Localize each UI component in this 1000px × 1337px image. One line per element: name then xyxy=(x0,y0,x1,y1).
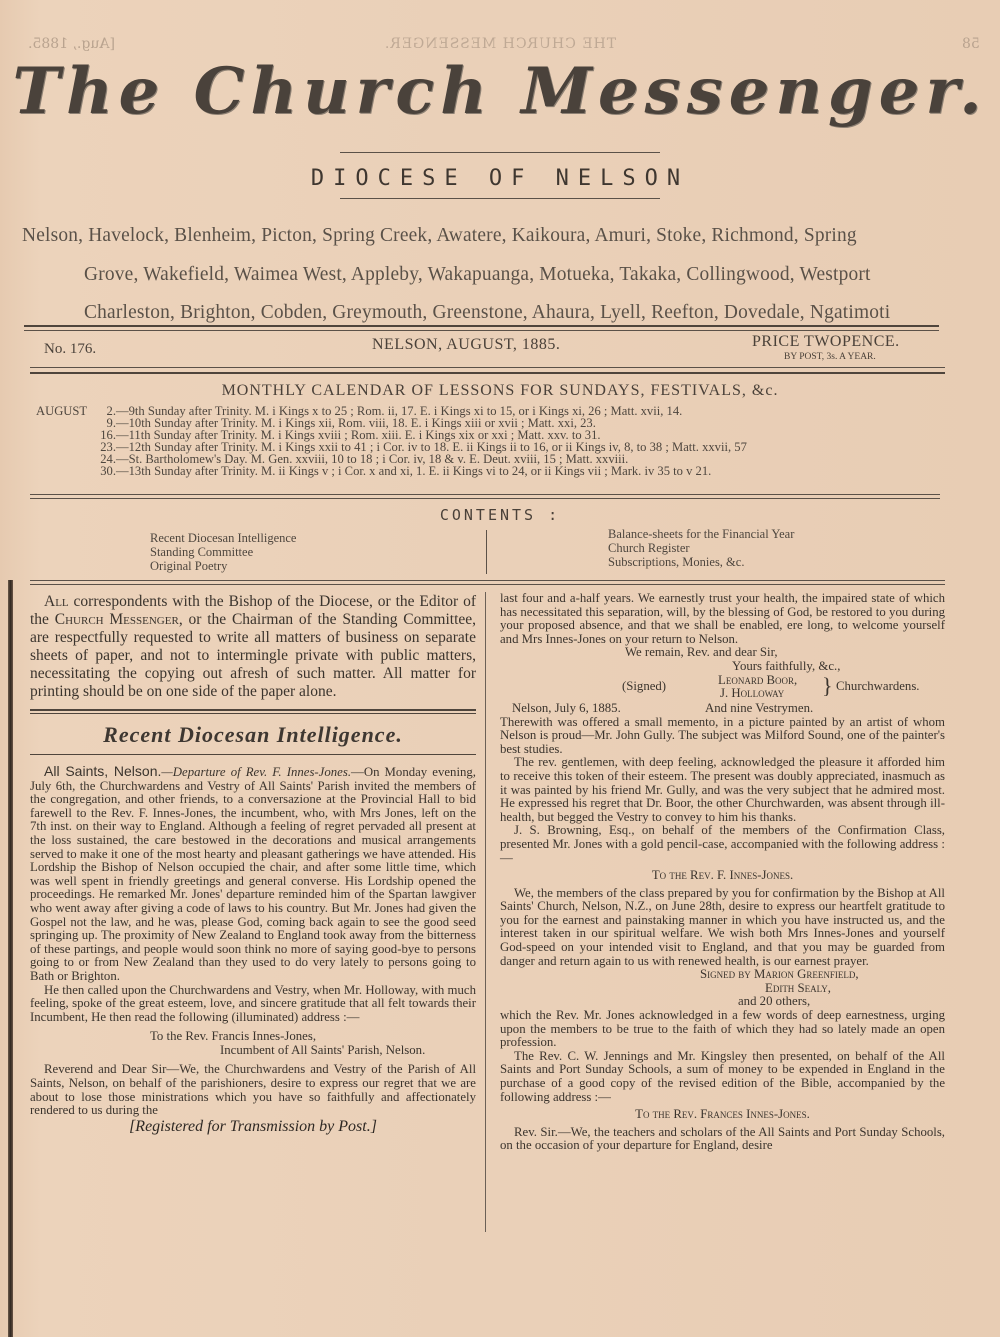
article-paragraph: last four and a-half years. We earnestly trust your health, the impaired state of which has necessitated this separation, will, by the blessing of God, be restored to you during your proposed absence, and that we shall be enabled, ere long, to welcome yourself and Mrs Innes-Jones on your return to Nelson. xyxy=(500,591,945,646)
place-date: NELSON, AUGUST, 1885. xyxy=(372,336,561,353)
letter-closing: We remain, Rev. and dear Sir, xyxy=(625,645,778,660)
contents-item: Balance-sheets for the Financial Year xyxy=(608,527,795,541)
article-subtitle: —Departure of Rev. F. Innes-Jones. xyxy=(161,765,352,779)
contents-left-list xyxy=(150,531,296,573)
article-paragraph: All Saints, Nelson.—Departure of Rev. F. Innes-Jones.—On Monday evening, July 6th, the Churchwardens and Vestry of All Saints' Parish invited the members of the congregation, and other friends, to a conversazione at the Provincial Hall to bid farewell to the Rev. F. Innes-Jones, the incumbent, who, with Mrs Jones, left on the 7th inst. on their way to England. Although a feeling of regret pervaded all present at the loss sustained, the care bestowed in the decorations and musical arrangements served to make it one of the most hearty and pleasant gatherings we have attended. His Lordship the Bishop of Nelson occupied the chair, and after some little time, which was well spent in friendly greetings and general converse. His Lordship opened the proceedings. He remarked Mr. Jones' departure reminded him of the Spartan lawgiver who went away after giving a code of laws to his country. But Mr. Jones had given the Gospel not the law, and he was, please God, coming back again to see the good seed springing up. The proximity of New Zealand to England took away from the bitterness of these partings, and people would soon think no more of saying good-bye to persons going to or from New Zealand than they used to do very lately to persons going to Bath or Brighton. xyxy=(30,763,477,983)
contents-item: Church Register xyxy=(608,541,690,555)
calendar-month: AUGUST xyxy=(36,404,88,418)
bleed-through-date: [Aug., 1885. xyxy=(28,36,115,52)
masthead-rule xyxy=(340,152,660,153)
address-recipient: To the Rev. Francis Innes-Jones, xyxy=(150,1029,317,1044)
article-paragraph: Rev. Sir.—We, the teachers and scholars of the All Saints and Port Sunday Schools, on the occasion of your departure for England, desire xyxy=(500,1124,945,1153)
address-recipient-title: Incumbent of All Saints' Parish, Nelson. xyxy=(220,1042,426,1057)
post-price: BY POST, 3s. A YEAR. xyxy=(784,352,876,362)
article-paragraph: We, the members of the class prepared by you for confirmation by the Bishop at All Saints' Church, Nelson, N.Z., on June 28th, desire to express our heartfelt gratitude to you for the earnest and painstaking manner in which you have instructed us, and the interest taken in our spiritual welfare. We wish both Mrs Innes-Jones and yourself God-speed on your intended visit to England, and that you may be guarded from danger and return again to us with renewed health, is our earnest prayer. xyxy=(500,885,945,968)
bleed-through-title: THE CHURCH MESSENGER. xyxy=(383,36,617,52)
section-rule-bottom xyxy=(30,754,476,755)
correspondence-notice: All correspondents with the Bishop of the Diocese, or the Editor of the Church Messenger, or the Chairman of the Standing Committee, are respectfully requested to write all matters of business on separate sheets of paper, and not to intermingle private with public matters, necessitating the copying out afresh of such matter. All matter for printing should be on one side of the paper alone. xyxy=(30,593,477,700)
contents-title: CONTENTS : xyxy=(439,506,561,524)
diocese-rule xyxy=(340,198,660,199)
contents-item: Subscriptions, Monies, &c. xyxy=(608,555,745,569)
parish-list-line-2: Grove, Wakefield, Waimea West, Appleby, Wakapuanga, Motueka, Takaka, Collingwood, Westport xyxy=(84,263,871,285)
others: and 20 others, xyxy=(738,994,811,1009)
address-recipient: To the Rev. Frances Innes-Jones. xyxy=(635,1107,810,1122)
signed-label: (Signed) xyxy=(622,678,667,693)
article-paragraph: The rev. gentlemen, with deep feeling, acknowledged the pleasure it afforded him to receive this token of their esteem. The present was doubly appreciated, inasmuch as it was painted by his friend Mr. Gully, and was the very subject that he admired most. He expressed his regret that Dr. Boor, the other Churchwarden, was absent through ill-health, but begged the Vestry to convey to him his thanks. xyxy=(500,755,945,824)
diocese-subtitle: DIOCESE OF NELSON xyxy=(310,166,690,191)
signer: Edith Sealy, xyxy=(765,980,831,995)
article-paragraph: He then called upon the Churchwardens and Vestry, when Mr. Holloway, with much feeling, spoke of the great esteem, love, and sincere gratitude that all felt towards their Incumbent, He then read the following (illuminated) address :— xyxy=(30,982,476,1024)
dateline-row xyxy=(500,702,945,716)
meta-rule-top xyxy=(30,367,945,368)
dateline: Nelson, July 6, 1885. xyxy=(512,700,621,715)
signer: J. Holloway xyxy=(720,685,785,700)
calendar-row: AUGUST 2.—9th Sunday after Trinity. M. i Kings x to 25 ; Rom. ii, 17. E. i Kings xi to 15, or i Kings xi, 26 ; Matt. xvii, 14. xyxy=(36,404,683,418)
contents-item: Original Poetry xyxy=(150,559,228,573)
masthead-title: The Church Messenger. xyxy=(12,54,988,129)
signer-role: Churchwardens. xyxy=(836,678,920,693)
contents-rule-bottom xyxy=(30,584,945,585)
price: PRICE TWOPENCE. xyxy=(752,333,900,350)
calendar-rule-top xyxy=(30,494,940,495)
masthead-double-rule-bottom xyxy=(24,330,939,331)
contents-divider xyxy=(486,530,487,574)
contents-item: Recent Diocesan Intelligence xyxy=(150,531,297,545)
article-paragraph: which the Rev. Mr. Jones acknowledged in a few words of deep earnestness, urging upon the members to be true to the faith of which they had so lately made an open profession. xyxy=(500,1008,945,1050)
signature-block xyxy=(500,674,945,702)
article-paragraph: Therewith was offered a small memento, in a picture painted by an artist of whom Nelson is proud—Mr. John Gully. The subject was Milford Sound, one of the painter's best studies. xyxy=(500,714,945,756)
parish-list-line-1: Nelson, Havelock, Blenheim, Picton, Spring Creek, Awatere, Kaikoura, Amuri, Stoke, Richmond, Spring xyxy=(22,224,857,246)
column-divider xyxy=(485,592,486,1232)
brace: } xyxy=(822,672,833,698)
section-heading: Recent Diocesan Intelligence. xyxy=(103,722,403,747)
contents-rule-top xyxy=(30,580,945,581)
right-column xyxy=(500,592,945,1153)
calendar-row: 24.—St. Bartholomew's Day. M. Gen. xxviii, 10 to 18 ; i Cor. iv, 18 & v. E. Deut. xviii, 15 ; Matt. xxviii. xyxy=(100,452,629,466)
signed-by: Signed by Marion Greenfield, xyxy=(700,967,859,982)
signer: Leonard Boor, xyxy=(718,672,798,687)
meta-rule-bottom xyxy=(30,372,945,374)
contents-item: Standing Committee xyxy=(150,545,254,559)
calendar-row: 16.—11th Sunday after Trinity. M. i Kings xviii ; Rom. xiii. E. i Kings xix or xxi ; Matt. xxv. to 31. xyxy=(100,428,601,442)
article-paragraph: Reverend and Dear Sir—We, the Churchwardens and Vestry of the Parish of All Saints, Nelson, on behalf of the parishioners, desire to express our regret that we are about to lose those ministrations which you have so faithfully and affectionately rendered to us during the xyxy=(30,1062,476,1118)
article-paragraph: The Rev. C. W. Jennings and Mr. Kingsley then presented, on behalf of the All Saints and Port Sunday Schools, a sum of money to be expended in England in the purchase of a good copy of the revised edition of the Bible, accompanied by the following address :— xyxy=(500,1048,945,1104)
calendar-rule-bottom xyxy=(30,498,940,499)
article-place: All Saints, Nelson. xyxy=(44,763,162,779)
bleed-through-page-number: 58 xyxy=(962,36,980,52)
issue-number: No. 176. xyxy=(44,341,97,357)
contents-right-list xyxy=(608,527,794,569)
parish-list-line-3: Charleston, Brighton, Cobden, Greymouth, Greenstone, Ahaura, Lyell, Reefton, Dovedale, Ngatimoti xyxy=(84,301,891,323)
calendar-row: 9.—10th Sunday after Trinity. M. i Kings xii, Rom. viii, 18. E. i Kings xiii or xvii ; Matt. xxi, 23. xyxy=(106,416,596,430)
vestrymen: And nine Vestrymen. xyxy=(705,700,814,715)
registered-notice: [Registered for Transmission by Post.] xyxy=(129,1117,377,1135)
page-binding-edge xyxy=(8,580,13,1337)
calendar-row: 23.—12th Sunday after Trinity. M. i Kings xxii to 41 ; i Cor. iv to 18. E. ii Kings ii to 16, or ii Kings iv, 8, to 38 ; Matt. xxvii, 57 xyxy=(100,440,747,454)
article-paragraph: J. S. Browning, Esq., on behalf of the members of the Confirmation Class, presented Mr. Jones with a gold pencil-case, accompanied with the following address :— xyxy=(500,823,945,865)
left-column xyxy=(30,593,476,1136)
letter-closing: Yours faithfully, &c., xyxy=(732,658,841,673)
calendar-title: MONTHLY CALENDAR OF LESSONS FOR SUNDAYS, FESTIVALS, &c. xyxy=(221,382,779,399)
address-recipient: To the Rev. F. Innes-Jones. xyxy=(651,868,794,883)
section-rule-top xyxy=(30,709,476,711)
masthead-double-rule-top xyxy=(24,325,939,327)
calendar-row: 30.—13th Sunday after Trinity. M. ii Kings v ; i Cor. x and xi, 1. E. ii Kings vi to 24, or ii Kings vii ; Mark. iv 35 to v 21. xyxy=(100,464,712,478)
